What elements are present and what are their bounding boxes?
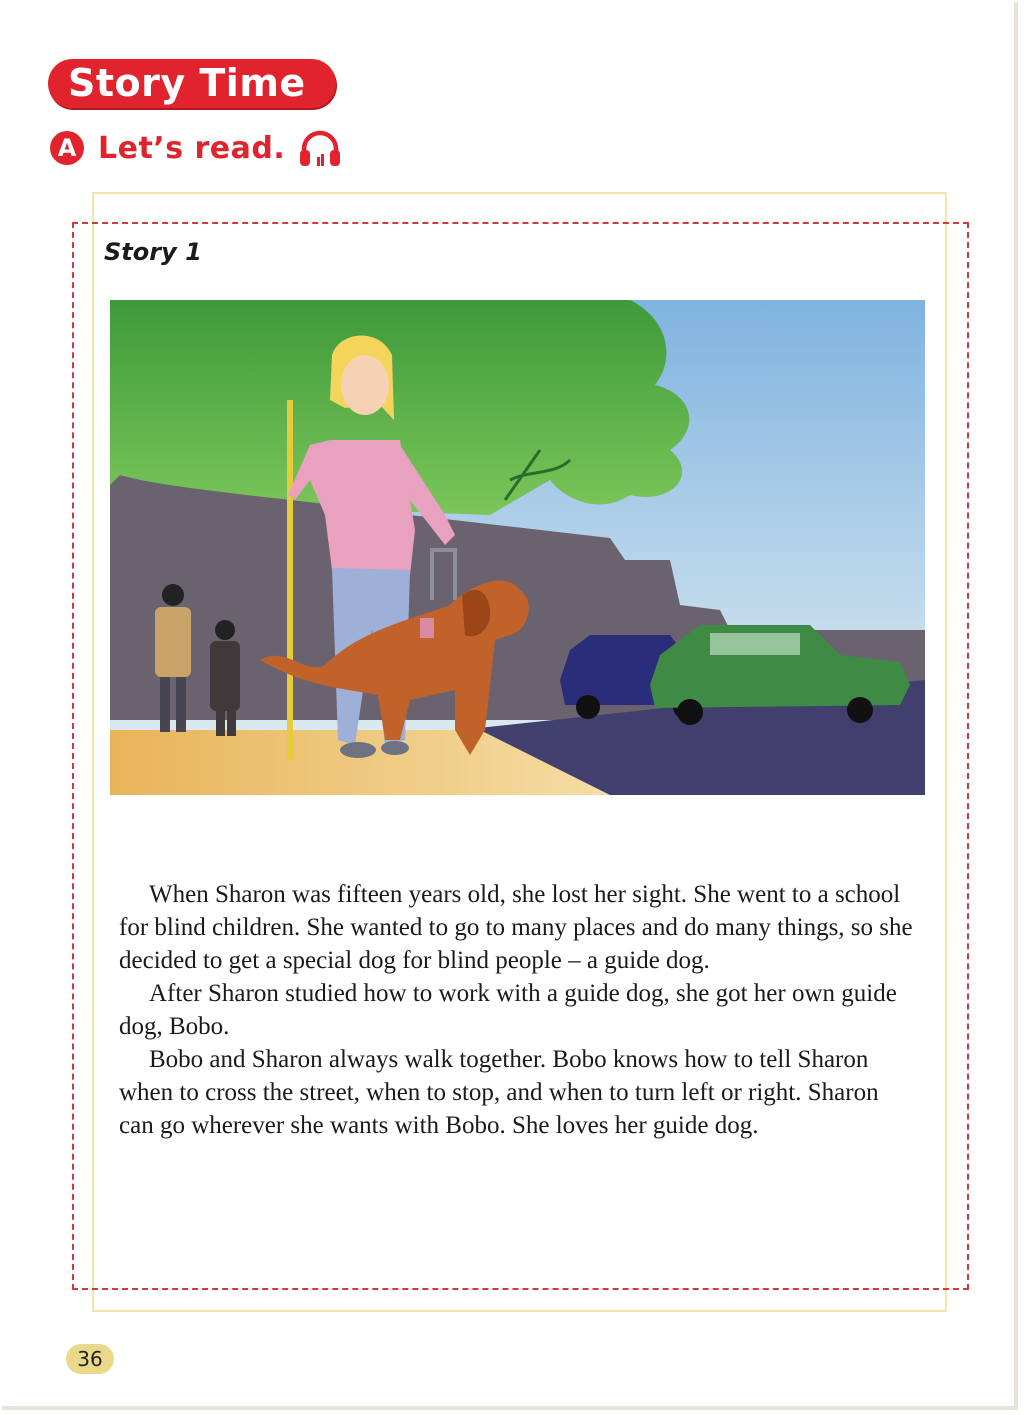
section-title: Story Time: [68, 61, 306, 105]
activity-heading: [50, 128, 343, 168]
headphones-icon[interactable]: [297, 127, 343, 169]
story-paragraph: Bobo and Sharon always walk together. Bobo knows how to tell Sharon when to cross the street, when to stop, and when to turn left or right. Sharon can go wherever she wants with Bobo. She loves her guide dog.: [119, 1046, 879, 1139]
activity-letter-badge: A: [50, 131, 84, 165]
story-illustration: [110, 300, 925, 795]
story-paragraph: When Sharon was fifteen years old, she lost her sight. She went to a school for blind children. She wanted to go to many places and do many things, so she decided to get a special dog for blind people – a guide dog.: [119, 881, 913, 974]
page-number: 36: [66, 1344, 114, 1374]
story-body: [119, 878, 919, 1142]
story-paragraph: After Sharon studied how to work with a guide dog, she got her own guide dog, Bobo.: [119, 980, 897, 1040]
story-title: Story 1: [104, 238, 202, 266]
activity-label: Let’s read.: [98, 130, 286, 166]
